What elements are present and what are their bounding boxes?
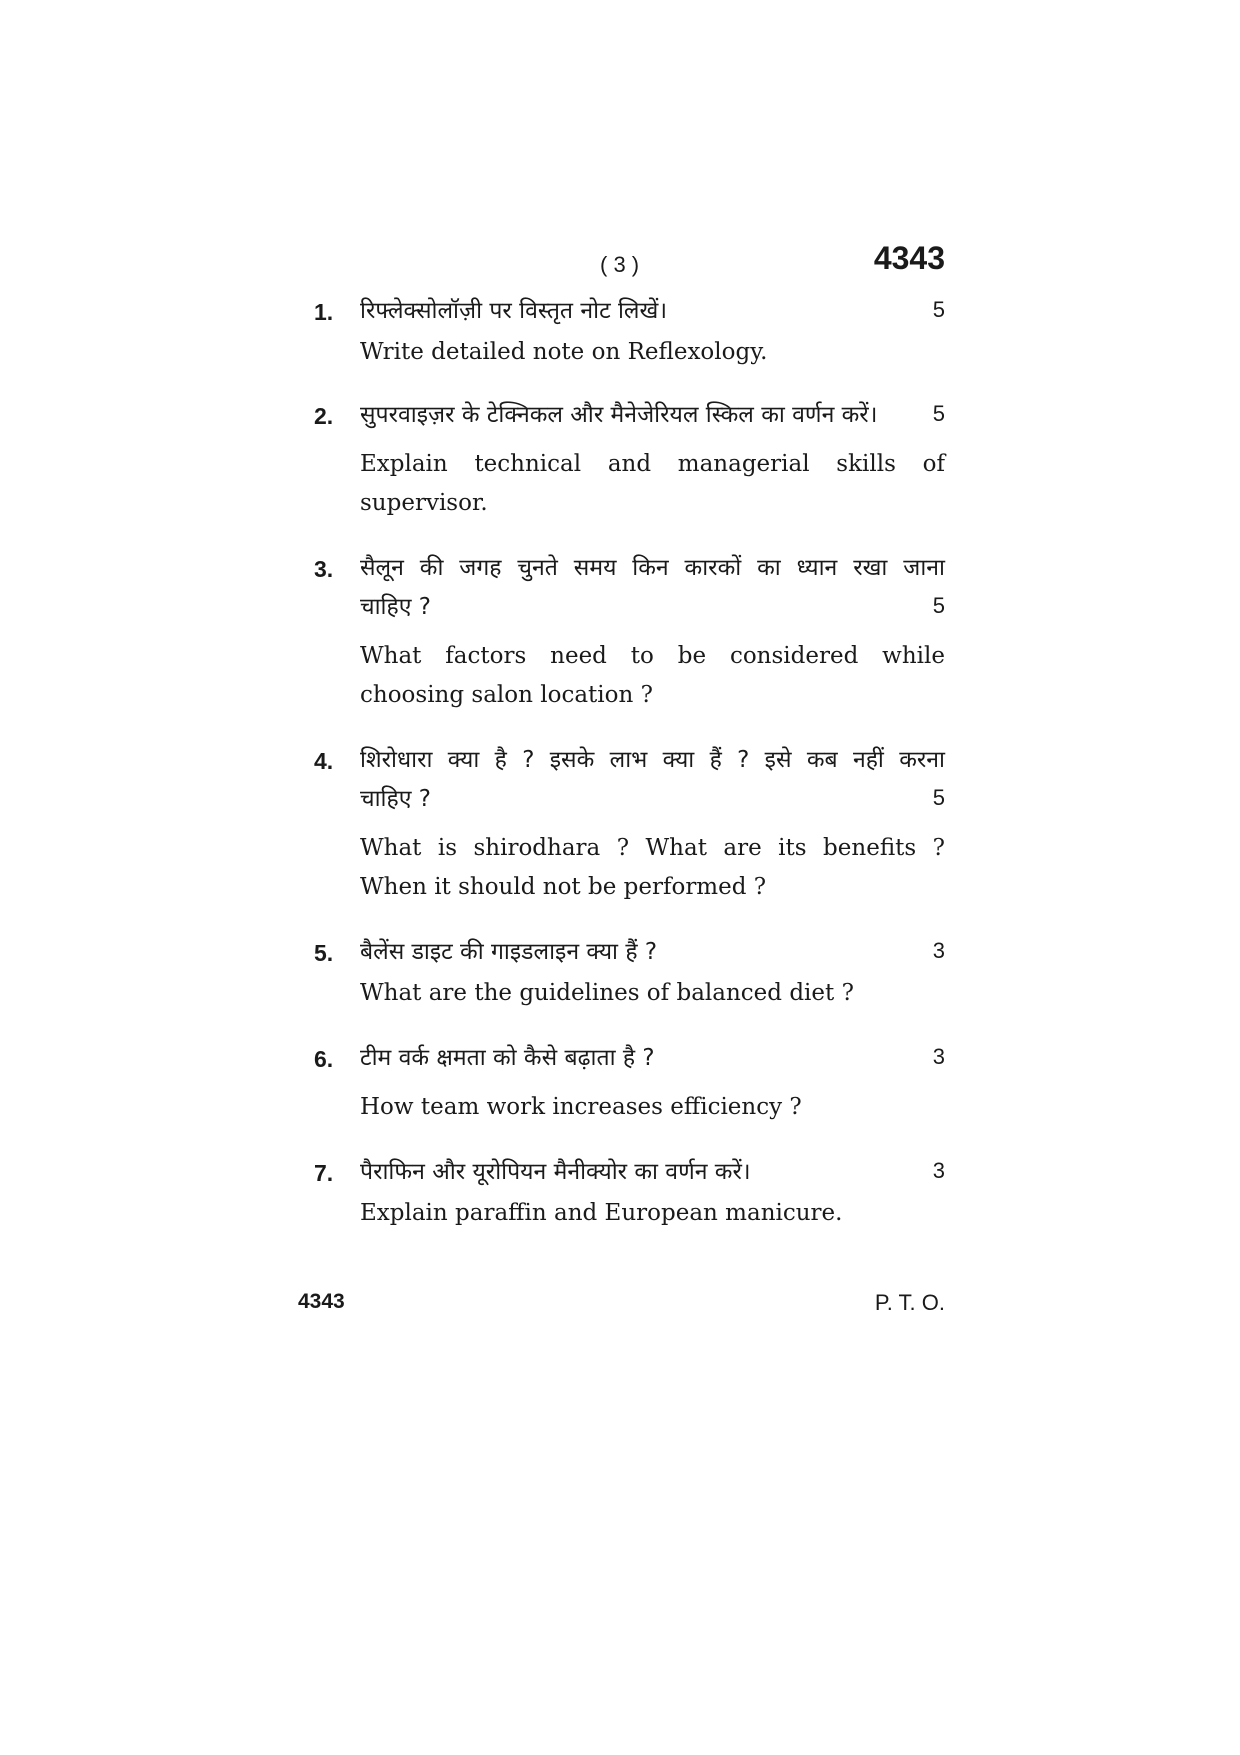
question-number: 5. <box>314 940 334 966</box>
question-text-english: How team work increases efficiency ? <box>360 1094 802 1120</box>
question-text-hindi-continued: चाहिए ? <box>360 786 431 812</box>
paper-code-header: 4343 <box>873 240 945 276</box>
question-text-english: What is shirodhara ? What are its benefits ? When it should not be performed ? <box>360 835 945 900</box>
please-turn-over: P. T. O. <box>874 1290 945 1315</box>
question-text-hindi: टीम वर्क क्षमता को कैसे बढ़ाता है ? <box>360 1045 655 1071</box>
question-marks: 3 <box>932 1044 945 1069</box>
question-text-english: What are the guidelines of balanced diet ? <box>360 980 854 1006</box>
question-2 <box>310 396 945 523</box>
question-marks: 5 <box>932 297 945 322</box>
question-1 <box>310 292 945 372</box>
page-header <box>310 240 945 290</box>
question-5 <box>310 933 945 1013</box>
question-number: 2. <box>314 403 334 429</box>
question-text-hindi: सैलून की जगह चुनते समय किन कारकों का ध्यान रखा जाना <box>360 555 945 581</box>
question-number: 1. <box>314 299 334 325</box>
page-number: ( 3 ) <box>600 252 640 277</box>
question-marks: 5 <box>932 401 945 426</box>
question-text-hindi-continued: चाहिए ? <box>360 594 431 620</box>
question-text-hindi: रिफ्लेक्सोलॉज़ी पर विस्तृत नोट लिखें। <box>360 298 668 324</box>
question-number: 7. <box>314 1160 334 1186</box>
question-marks: 3 <box>932 938 945 963</box>
question-7 <box>310 1153 945 1233</box>
question-text-english: Write detailed note on Reflexology. <box>360 339 768 365</box>
question-text-hindi: शिरोधारा क्या है ? इसके लाभ क्या हैं ? इसे कब नहीं करना <box>360 747 945 773</box>
question-number: 3. <box>314 556 334 582</box>
question-marks: 5 <box>932 785 945 810</box>
paper-code-footer: 4343 <box>298 1290 345 1313</box>
question-4 <box>310 741 945 907</box>
question-text-hindi: पैराफिन और यूरोपियन मैनीक्योर का वर्णन करें। <box>360 1159 751 1185</box>
page-footer <box>298 1290 945 1330</box>
question-6 <box>310 1039 945 1127</box>
question-text-english: Explain paraffin and European manicure. <box>360 1200 843 1226</box>
question-text-english: Explain technical and managerial skills of supervisor. <box>360 451 945 516</box>
question-text-hindi: बैलेंस डाइट की गाइडलाइन क्या हैं ? <box>360 939 658 965</box>
question-list <box>310 292 945 1233</box>
question-number: 4. <box>314 748 334 774</box>
question-text-hindi: सुपरवाइज़र के टेक्निकल और मैनेजेरियल स्किल का वर्णन करें। <box>360 402 878 428</box>
question-text-english: What factors need to be considered while choosing salon location ? <box>360 643 945 708</box>
question-3 <box>310 549 945 715</box>
question-number: 6. <box>314 1046 334 1072</box>
question-marks: 5 <box>932 593 945 618</box>
question-marks: 3 <box>932 1158 945 1183</box>
